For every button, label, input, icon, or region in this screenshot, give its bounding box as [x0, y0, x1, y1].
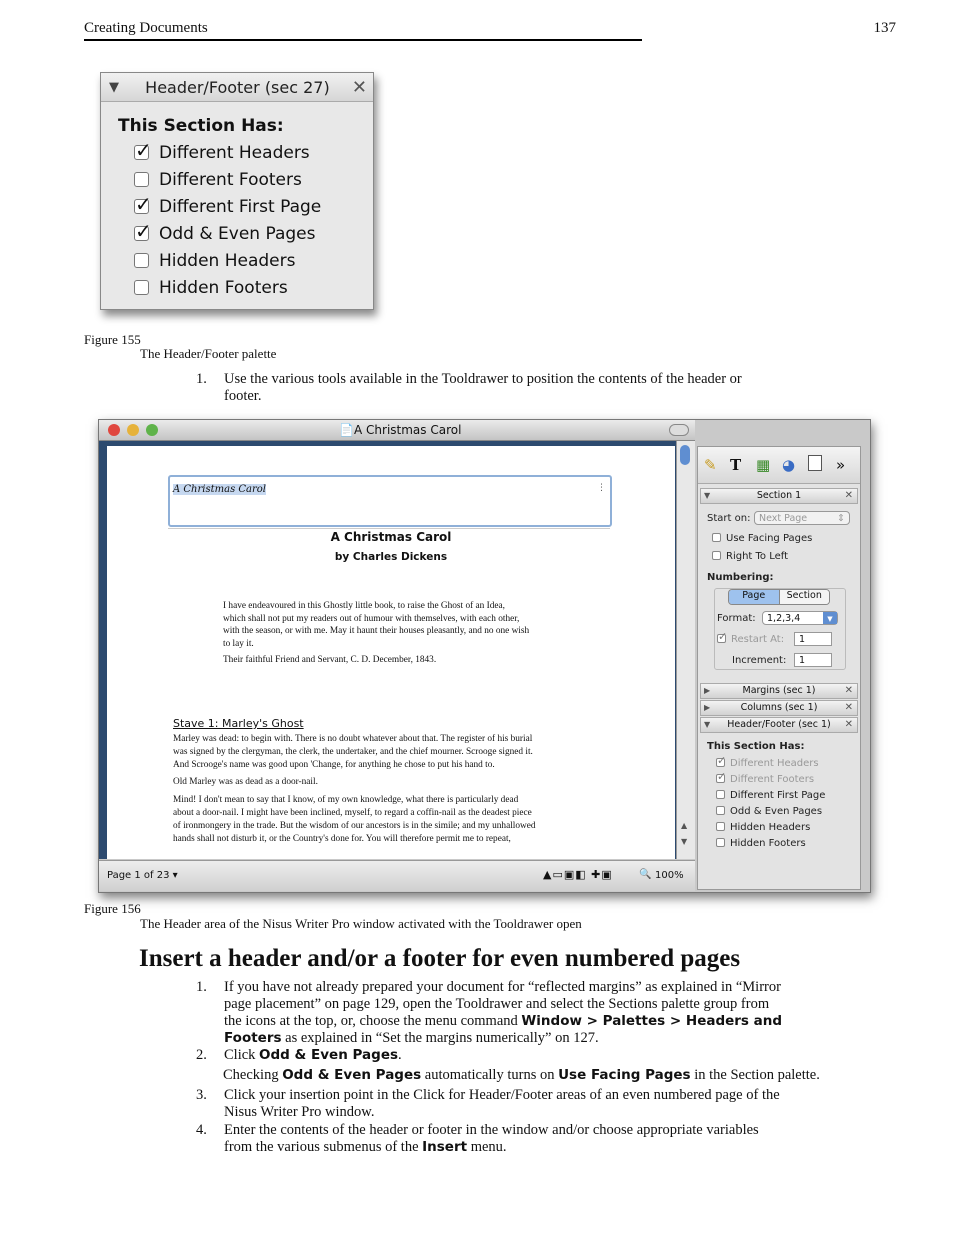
segment-page[interactable]: Page: [729, 590, 779, 604]
table-icon[interactable]: ▦: [756, 456, 771, 474]
close-button[interactable]: [108, 424, 120, 436]
header-scroll-icon: ⋮: [597, 483, 606, 493]
palette-heading: This Section Has:: [118, 116, 284, 136]
option-label: Different Footers: [159, 169, 302, 190]
step-line: Click your insertion point in the Click for Header/Footer areas of an even numbered page of the: [224, 1087, 780, 1103]
doc-author: by Charles Dickens: [334, 551, 448, 563]
increment-field[interactable]: 1: [794, 653, 832, 667]
start-on-label: Start on:: [707, 513, 751, 524]
preface-text: [223, 600, 529, 650]
step-line: Use the various tools available in the Tooldrawer to position the contents of the header or: [224, 371, 742, 387]
margins-bar-title: Margins (sec 1): [742, 685, 816, 696]
hf-option-label: Different First Page: [730, 790, 826, 801]
page-number: 137: [873, 20, 896, 36]
page-margin-line: [168, 528, 610, 529]
restart-at-option: [717, 634, 784, 645]
document-icon: 📄: [339, 423, 354, 437]
close-icon[interactable]: ✕: [351, 76, 367, 98]
option-label: Odd & Even Pages: [159, 223, 316, 244]
document-area: [99, 441, 695, 859]
zoom-level[interactable]: 100%: [655, 870, 684, 881]
format-select[interactable]: 1,2,3,4 ▼: [762, 611, 838, 625]
numbering-label: Numbering:: [707, 572, 774, 583]
pencil-icon[interactable]: ✎: [704, 456, 717, 474]
palette-options: [101, 142, 373, 298]
format-value: 1,2,3,4: [767, 613, 801, 624]
step-line: Nisus Writer Pro window.: [224, 1104, 375, 1120]
zoom-icon[interactable]: 🔍: [639, 869, 652, 880]
format-label: Format:: [717, 613, 756, 624]
stave-heading: Stave 1: Marley's Ghost: [173, 717, 304, 730]
use-facing-option[interactable]: [712, 533, 812, 544]
status-bar: [99, 860, 695, 891]
paragraph-3: [173, 794, 536, 846]
step-2-number: 2.: [196, 1047, 207, 1063]
text-line: Mind! I don't mean to say that I know, of my own knowledge, what there is particularly dead: [173, 795, 519, 805]
checkbox[interactable]: [716, 758, 725, 767]
signature-line: Their faithful Friend and Servant, C. D. December, 1843.: [223, 655, 437, 665]
hf-option[interactable]: [716, 790, 825, 801]
figure-155-caption: The Header/Footer palette: [140, 346, 277, 361]
nisus-window: [98, 419, 871, 893]
text-run: Click: [224, 1047, 260, 1063]
figure-155-number: Figure 155: [84, 332, 141, 347]
text-run: automatically turns on: [421, 1067, 559, 1083]
palette-titlebar: [101, 73, 373, 102]
palette-option[interactable]: [134, 196, 373, 217]
status-icons[interactable]: ▲▭▣◧ ✚▣: [543, 868, 613, 881]
palette-option[interactable]: [134, 142, 373, 163]
text-icon[interactable]: T: [730, 456, 742, 474]
hf-bar-title: Header/Footer (sec 1): [727, 719, 831, 730]
step-3-number: 3.: [196, 1087, 207, 1103]
menu-command: Footers: [224, 1030, 282, 1046]
page-indicator[interactable]: Page 1 of 23 ▾: [107, 870, 178, 881]
step-1-text: [224, 979, 894, 1047]
section-palette-bar[interactable]: ▼ Section 1 ✕: [700, 488, 858, 504]
more-icon[interactable]: »: [836, 456, 846, 474]
scroll-thumb[interactable]: [680, 445, 690, 465]
tooldrawer: [697, 446, 861, 890]
text-run: in the Section palette.: [690, 1067, 820, 1083]
text-line: And Scrooge's name was good upon 'Change, for anything he chose to put his hand to.: [173, 760, 495, 770]
text-run: menu.: [467, 1139, 507, 1155]
window-title: A Christmas Carol: [354, 423, 462, 437]
disclosure-triangle-icon[interactable]: ▼: [109, 79, 119, 95]
hf-option-label: Different Headers: [730, 758, 819, 769]
text-line: which shall not put my readers out of humour with themselves, with each other,: [223, 613, 520, 624]
running-header-title: Creating Documents: [84, 20, 208, 36]
checkbox[interactable]: [716, 822, 725, 831]
palette-title: Header/Footer (sec 27): [145, 77, 330, 97]
segment-section[interactable]: Section: [779, 590, 830, 604]
hf-option[interactable]: [716, 822, 810, 833]
hf-option-label: Hidden Footers: [730, 838, 806, 849]
checkbox[interactable]: [134, 253, 149, 268]
restart-at-field[interactable]: 1: [794, 632, 832, 646]
shapes-icon[interactable]: ◕: [782, 456, 796, 474]
palette-option[interactable]: [134, 277, 373, 298]
checkbox[interactable]: [134, 280, 149, 295]
header-text: A Christmas Carol: [173, 484, 266, 495]
hf-option-label: Hidden Headers: [730, 822, 811, 833]
paragraph-1: [173, 733, 533, 772]
text-run: the icons at the top, or, choose the menu command: [224, 1013, 522, 1029]
use-facing-label: Use Facing Pages: [726, 533, 813, 544]
palette-option[interactable]: [134, 250, 373, 271]
checkbox[interactable]: [134, 145, 149, 160]
step-text: [224, 371, 884, 405]
text-line: to lay it.: [223, 638, 254, 649]
text-line: hands shall not disturb it, or the Country's done for. You will therefore permit me to repeat,: [173, 834, 511, 844]
figure-156-number: Figure 156: [84, 901, 141, 916]
option-name: Odd & Even Pages: [259, 1047, 399, 1063]
step-line: page placement” on page 129, open the Tooldrawer and select the Sections palette group from: [224, 996, 770, 1012]
option-label: Hidden Footers: [159, 277, 288, 298]
minimize-button[interactable]: [127, 424, 139, 436]
hf-option[interactable]: [716, 838, 806, 849]
step-line: [224, 1030, 894, 1047]
option-name: Odd & Even Pages: [282, 1067, 422, 1083]
palette-option[interactable]: [134, 169, 373, 190]
menu-command: Insert: [422, 1139, 468, 1155]
vertical-scrollbar[interactable]: [676, 441, 695, 859]
option-label: Different Headers: [159, 142, 310, 163]
step-4-number: 4.: [196, 1122, 207, 1138]
section-heading: Insert a header and/or a footer for even numbered pages: [139, 945, 741, 972]
header-footer-palette-bar[interactable]: ▼ Header/Footer (sec 1) ✕: [700, 717, 858, 733]
checkbox[interactable]: [134, 226, 149, 241]
option-label: Hidden Headers: [159, 250, 296, 271]
menu-command: Window > Palettes > Headers and: [521, 1013, 783, 1029]
doc-title: A Christmas Carol: [330, 530, 452, 544]
section-bar-title: Section 1: [756, 490, 802, 501]
text-run: as explained in “Set the margins numerically” on 127.: [281, 1030, 599, 1046]
restart-at-label: Restart At:: [731, 634, 785, 645]
start-on-value: Next Page: [759, 513, 808, 524]
hf-option[interactable]: [716, 806, 822, 817]
header-area[interactable]: [168, 475, 612, 527]
text-run: .: [398, 1047, 402, 1063]
right-to-left-option[interactable]: [712, 551, 788, 562]
step-4-text: [224, 1122, 894, 1156]
step-line: [224, 1139, 894, 1156]
increment-label: Increment:: [732, 655, 787, 666]
hf-option[interactable]: [716, 774, 814, 785]
margins-palette-bar[interactable]: ▶ Margins (sec 1) ✕: [700, 683, 858, 699]
right-to-left-label: Right To Left: [726, 551, 789, 562]
text-line: with the season, or with me. May it haunt their houses pleasantly, and no one wish: [223, 626, 530, 636]
figure-156-caption: The Header area of the Nisus Writer Pro window activated with the Tooldrawer open: [140, 916, 582, 931]
step-2-text: [224, 1047, 402, 1064]
checkbox[interactable]: [134, 172, 149, 187]
step-1-number: 1.: [196, 979, 207, 995]
hf-option-label: Odd & Even Pages: [730, 806, 823, 817]
step-number: 1.: [196, 371, 207, 387]
scroll-up-icon[interactable]: ▲: [681, 821, 688, 830]
toolbar-toggle-button[interactable]: [669, 424, 689, 436]
option-name: Use Facing Pages: [558, 1067, 691, 1083]
text-line: Marley was dead: to begin with. There is no doubt whatever about that. The register of his burial: [173, 734, 533, 744]
columns-bar-title: Columns (sec 1): [740, 702, 818, 713]
checkbox[interactable]: [716, 774, 725, 783]
start-on-select[interactable]: Next Page ⇕: [754, 511, 850, 525]
zoom-button[interactable]: [146, 424, 158, 436]
checkbox[interactable]: [134, 199, 149, 214]
text-line: I have endeavoured in this Ghostly little book, to raise the Ghost of an Idea,: [223, 601, 505, 611]
paragraph-2: Old Marley was as dead as a door-nail.: [173, 777, 318, 787]
checkbox[interactable]: [716, 806, 725, 815]
text-line: of ironmongery in the trade. But the wisdom of our ancestors is in the simile; and my unhallowed: [173, 821, 536, 831]
step-line: If you have not already prepared your document for “reflected margins” as explained in “Mirror: [224, 979, 781, 995]
header-footer-palette: [100, 72, 374, 310]
checkbox[interactable]: [716, 838, 725, 847]
sections-icon[interactable]: [808, 455, 822, 471]
step-line: [224, 1013, 894, 1030]
text-run: from the various submenus of the: [224, 1139, 423, 1155]
step-line: footer.: [224, 388, 262, 404]
header-rule: [84, 39, 642, 41]
note-text: [223, 1067, 820, 1084]
window-titlebar: [99, 420, 695, 441]
step-line: Enter the contents of the header or footer in the window and/or choose appropriate variables: [224, 1122, 759, 1138]
step-3-text: [224, 1087, 894, 1121]
hf-option[interactable]: [716, 758, 819, 769]
text-run: Checking: [223, 1067, 283, 1083]
palette-option[interactable]: [134, 223, 373, 244]
columns-palette-bar[interactable]: ▶ Columns (sec 1) ✕: [700, 700, 858, 716]
option-label: Different First Page: [159, 196, 322, 217]
tooldrawer-toolbar: [698, 447, 860, 484]
numbering-segmented-control[interactable]: [728, 589, 830, 605]
checkbox[interactable]: [716, 790, 725, 799]
hf-option-label: Different Footers: [730, 774, 815, 785]
text-line: about a door-nail. I might have been inclined, myself, to regard a coffin-nail as the deadest piece: [173, 808, 532, 818]
text-line: was signed by the clergyman, the clerk, the undertaker, and the chief mourner. Scrooge signed it.: [173, 747, 533, 757]
hf-heading: This Section Has:: [707, 741, 805, 752]
scroll-down-icon[interactable]: ▼: [681, 837, 688, 846]
document-page[interactable]: [107, 446, 675, 859]
